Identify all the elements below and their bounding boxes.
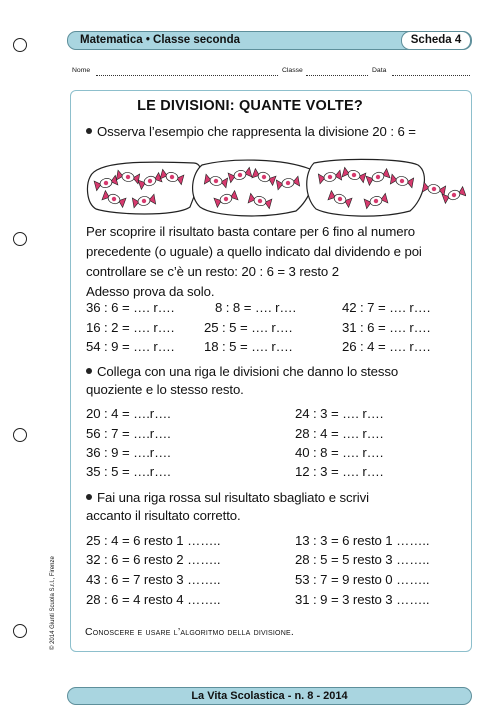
data-label: Data: [372, 67, 387, 74]
binder-hole-1: [13, 38, 27, 52]
scheda-badge: Scheda 4: [401, 31, 471, 50]
student-info-line: [70, 67, 472, 79]
correction-right-1: 13 : 3 = 6 resto 1 ……..: [295, 533, 430, 548]
binder-hole-3: [13, 428, 27, 442]
section2-instruction-line-1: Collega con una riga le divisioni che danno lo stesso: [86, 364, 398, 379]
nome-field[interactable]: [96, 75, 278, 76]
correction-right-3: 53 : 7 = 9 resto 0 ……..: [295, 572, 430, 587]
exercise-2-1: 16 : 2 = …. r….: [86, 320, 175, 335]
footer-bar: La Vita Scolastica - n. 8 - 2014: [67, 687, 472, 705]
section3-instruction-line-2: accanto il risultato corretto.: [86, 508, 241, 523]
learning-goal: Conoscere e usare l’algoritmo della divisione.: [85, 626, 294, 638]
explanation-line-4: Adesso prova da solo.: [86, 284, 215, 299]
header-bar: [67, 31, 472, 50]
correction-right-4: 31 : 9 = 3 resto 3 ……..: [295, 592, 430, 607]
correction-right-2: 28 : 5 = 5 resto 3 ……..: [295, 552, 430, 567]
worksheet-title: LE DIVISIONI: QUANTE VOLTE?: [137, 98, 363, 114]
match-right-1: 24 : 3 = …. r….: [295, 406, 384, 421]
match-right-2: 28 : 4 = …. r….: [295, 426, 384, 441]
candy-group-2: [193, 160, 314, 216]
exercise-2-3: 31 : 6 = …. r….: [342, 320, 431, 335]
candy-group-3: [307, 159, 425, 216]
section3-instruction-line-1: Fai una riga rossa sul risultato sbagliato e scrivi: [86, 490, 369, 505]
match-right-4: 12 : 3 = …. r….: [295, 464, 384, 479]
data-field[interactable]: [392, 75, 470, 76]
match-right-3: 40 : 8 = …. r….: [295, 445, 384, 460]
match-left-3: 36 : 9 = ….r….: [86, 445, 171, 460]
match-left-2: 56 : 7 = ….r….: [86, 426, 171, 441]
section1-instruction: Osserva l’esempio che rappresenta la divisione 20 : 6 =: [86, 124, 416, 139]
exercise-1-1: 36 : 6 = …. r….: [86, 300, 175, 315]
correction-left-4: 28 : 6 = 4 resto 4 ……..: [86, 592, 221, 607]
nome-label: Nome: [72, 67, 91, 74]
correction-left-3: 43 : 6 = 7 resto 3 ……..: [86, 572, 221, 587]
binder-hole-4: [13, 624, 27, 638]
header-title: Matematica • Classe seconda: [80, 34, 240, 46]
candy-group-1: [88, 162, 201, 214]
candy-icon: [422, 182, 445, 196]
exercise-3-2: 18 : 5 = …. r….: [204, 339, 293, 354]
correction-left-1: 25 : 4 = 6 resto 1 ……..: [86, 533, 221, 548]
binder-hole-2: [13, 232, 27, 246]
explanation-line-3: controllare se c’è un resto: 20 : 6 = 3 resto 2: [86, 264, 339, 279]
exercise-3-3: 26 : 4 = …. r….: [342, 339, 431, 354]
copyright-note: © 2014 Giunti Scuola S.r.l., Firenze: [50, 556, 56, 650]
candy-icon: [442, 187, 466, 204]
exercise-3-1: 54 : 9 = …. r….: [86, 339, 175, 354]
match-left-1: 20 : 4 = ….r….: [86, 406, 171, 421]
explanation-line-2: precedente (o uguale) a quello indicato dal dividendo e poi: [86, 244, 422, 259]
exercise-1-3: 42 : 7 = …. r….: [342, 300, 431, 315]
match-left-4: 35 : 5 = ….r….: [86, 464, 171, 479]
explanation-line-1: Per scoprire il risultato basta contare per 6 fino al numero: [86, 224, 415, 239]
section2-instruction-line-2: quoziente e lo stesso resto.: [86, 382, 244, 397]
candy-illustration: [84, 155, 466, 221]
classe-label: Classe: [282, 67, 303, 74]
exercise-2-2: 25 : 5 = …. r….: [204, 320, 293, 335]
exercise-1-2: 8 : 8 = …. r….: [215, 300, 297, 315]
classe-field[interactable]: [306, 75, 368, 76]
correction-left-2: 32 : 6 = 6 resto 2 ……..: [86, 552, 221, 567]
